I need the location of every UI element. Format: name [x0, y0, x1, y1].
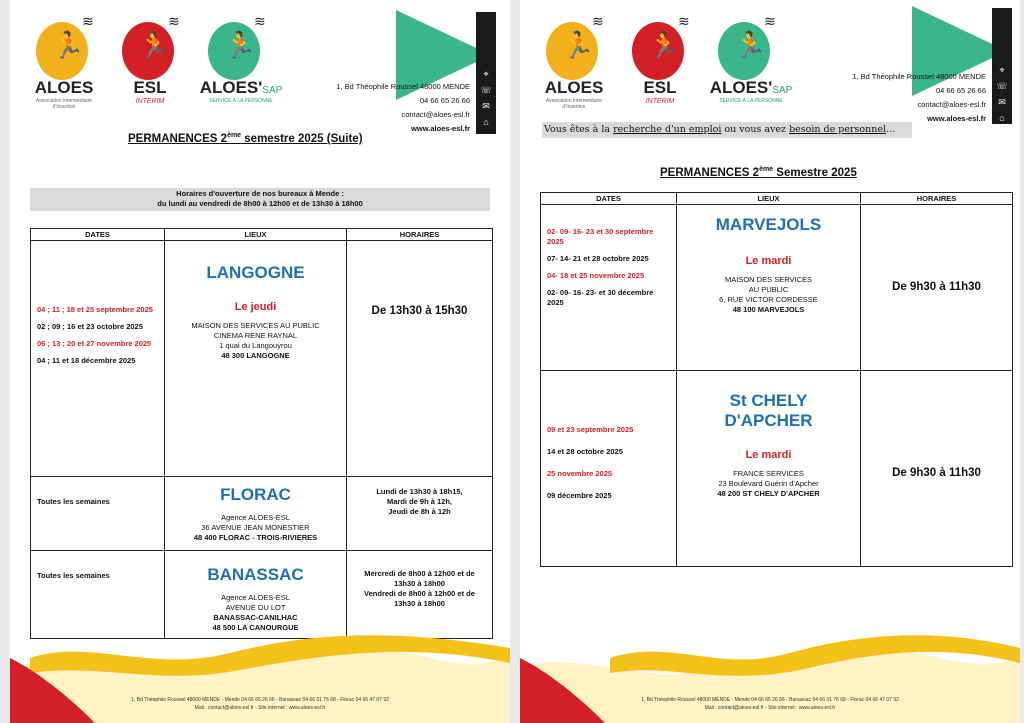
lieu-cell	[165, 241, 347, 477]
dates-cell	[31, 241, 165, 477]
office-hours-line-2: du lundi au vendredi de 8h00 à 12h00 et de 13h30 à 18h00	[157, 199, 363, 208]
city-name: FLORAC	[220, 485, 291, 504]
logo-group	[534, 14, 804, 124]
date-entry: 07- 14- 21 et 28 octobre 2025	[547, 254, 649, 263]
horaire-cell	[861, 371, 1013, 567]
place-line: 6, RUE VICTOR CORDESSE	[719, 295, 818, 304]
esl-logo	[620, 14, 700, 114]
place-line: FRANCE SERVICES	[733, 469, 804, 478]
table-header-row	[31, 229, 493, 241]
hours-text: Lundi de 13h30 à 18h15,	[376, 487, 463, 496]
horaire-cell	[861, 205, 1013, 371]
date-entry: 06 ; 13 ; 20 et 27 novembre 2025	[37, 339, 152, 348]
permanences-table	[30, 228, 493, 639]
hours-text: De 13h30 à 15h30	[371, 305, 468, 317]
place-line: 23 Boulevard Guérin d'Apcher	[718, 479, 819, 488]
table-row	[541, 371, 1013, 567]
date-entry: 02- 09- 16- 23 et 30 septembre 2025	[547, 227, 654, 246]
city-name: BANASSAC	[207, 565, 304, 584]
document-page-1	[10, 0, 510, 723]
dates-cell	[31, 551, 165, 639]
web-icon: ⌂	[483, 117, 489, 127]
title-text-rest: Semestre 2025	[773, 166, 857, 179]
tagline-text: Vous êtes à la	[544, 124, 614, 135]
footer-line-2: Mail : contact@aloes-esl.fr - Site internet : www.aloes-esl.fr	[194, 705, 326, 711]
lieu-cell	[677, 371, 861, 567]
title-text: PERMANENCES 2	[660, 166, 760, 179]
burst-icon: ≋	[82, 13, 94, 29]
email-text: contact@aloes-esl.fr	[917, 100, 986, 109]
office-hours-banner	[30, 188, 490, 211]
burst-icon: ≋	[592, 13, 604, 29]
date-entry: Toutes les semaines	[37, 571, 110, 580]
burst-icon: ≋	[764, 13, 776, 29]
permanences-table	[540, 192, 1013, 567]
column-header-horaires: HORAIRES	[347, 229, 493, 241]
logo-name-suffix: SAP	[262, 85, 283, 96]
column-header-dates: DATES	[541, 193, 677, 205]
place-line: 48 300 LANGOGNE	[221, 351, 290, 360]
date-entry: 09 et 23 septembre 2025	[547, 425, 634, 434]
table-row	[541, 205, 1013, 371]
phone-icon: ☏	[480, 85, 492, 95]
place-line: 48 200 ST CHELY D'APCHER	[717, 489, 820, 498]
dates-cell	[541, 371, 677, 567]
table-header-row	[541, 193, 1013, 205]
date-entry: Toutes les semaines	[37, 497, 110, 506]
logo-name-suffix: SAP	[772, 85, 793, 96]
runner-icon: 🏃	[562, 30, 595, 60]
logo-name: ALOES	[544, 78, 604, 97]
logo-subtitle: INTERIM	[645, 98, 675, 105]
logo-subtitle: Association Intermédiaire d'Insertion	[35, 98, 93, 110]
hours-text: Mercredi de 8h00 à 12h00 et de 13h30 à 18h00	[364, 569, 475, 588]
document-page-2	[520, 0, 1020, 723]
tagline-banner	[542, 122, 912, 138]
day-label: Le jeudi	[234, 301, 277, 313]
logo-name: ALOES	[34, 78, 94, 97]
place-line: CINEMA RENE RAYNAL	[213, 331, 298, 340]
title-superscript: ème	[227, 132, 242, 139]
city-name: LANGOGNE	[206, 263, 305, 282]
table-row	[31, 477, 493, 551]
date-entry: 02 ; 09 ; 16 et 23 octobre 2025	[37, 322, 143, 331]
table-row	[31, 551, 493, 639]
place-line: 36 AVENUE JEAN MONESTIER	[201, 523, 310, 532]
website-text: www.aloes-esl.fr	[927, 114, 986, 123]
aloes-logo	[534, 14, 614, 114]
burst-icon: ≋	[254, 13, 266, 29]
date-entry: 04- 18 et 25 novembre 2025	[547, 271, 645, 280]
logo-name-text: ALOES'	[199, 78, 263, 97]
day-label: Le mardi	[745, 449, 792, 461]
place-line: 1 quai du Langouyrou	[219, 341, 292, 350]
mail-icon: ✉	[482, 101, 490, 111]
place-line: AU PUBLIC	[748, 285, 789, 294]
horaire-cell	[347, 477, 493, 551]
logo-subtitle: SERVICE À LA PERSONNE	[209, 98, 273, 104]
place-line: 48 400 FLORAC - TROIS-RIVIERES	[193, 533, 318, 542]
date-entry: 25 novembre 2025	[547, 469, 613, 478]
date-entry: 02- 09- 16- 23- et 30 décembre 2025	[547, 288, 654, 307]
date-entry: 09 décembre 2025	[547, 491, 612, 500]
date-entry: 04 ; 11 ; 18 et 25 septembre 2025	[37, 305, 153, 314]
logo-name-text: ALOES'	[709, 78, 773, 97]
dates-cell	[541, 205, 677, 371]
runner-icon: 🏃	[224, 30, 257, 60]
dates-cell	[31, 477, 165, 551]
page-title	[660, 166, 857, 179]
page-title	[128, 132, 363, 145]
runner-icon: 🏃	[734, 30, 767, 60]
burst-icon: ≋	[678, 13, 690, 29]
place-line: Agence ALOES-ESL	[221, 593, 290, 602]
horaire-cell	[347, 241, 493, 477]
logo-name: ESL	[133, 78, 167, 97]
tagline-text: ou vous avez	[721, 124, 790, 135]
burst-icon: ≋	[168, 13, 180, 29]
mail-icon: ✉	[998, 97, 1006, 107]
logo-subtitle: INTERIM	[135, 98, 165, 105]
place-line: 48 100 MARVEJOLS	[732, 305, 805, 314]
city-name-line-1: St CHELY	[729, 391, 808, 410]
runner-icon: 🏃	[648, 30, 681, 60]
phone-text: 04 66 65 26 66	[419, 96, 470, 105]
horaire-cell	[347, 551, 493, 639]
footer-line-1: 1, Bd Théophile Roussel 48000 MENDE - Mende 04 66 65 26 66 - Banassac 04 66 31 76 68 - Florac 04 66 47 07 92	[131, 697, 389, 703]
hours-text: Jeudi de 8h à 12h	[388, 507, 451, 516]
hours-text: De 9h30 à 11h30	[892, 467, 981, 479]
title-superscript: ème	[759, 166, 774, 173]
footer-line-1: 1, Bd Théophile Roussel 48000 MENDE - Mende 04 66 65 26 66 - Banassac 04 66 31 76 68 - Florac 04 66 47 07 92	[641, 697, 899, 703]
city-name: MARVEJOLS	[715, 215, 822, 234]
table-row	[31, 241, 493, 477]
office-hours-line-1: Horaires d'ouverture de nos bureaux à Mende :	[176, 189, 344, 198]
lieu-cell	[677, 205, 861, 371]
place-line: AVENUE DU LOT	[225, 603, 286, 612]
hours-text: Vendredi de 8h00 à 12h00 et de 13h30 à 18h00	[364, 589, 475, 608]
place-line: BANASSAC-CANILHAC	[213, 613, 298, 622]
tagline-ellipsis: …	[886, 124, 896, 135]
address-text: 1, Bd Théophile Roussel 48000 MENDE	[336, 82, 470, 91]
contact-block	[776, 70, 986, 126]
date-entry: 14 et 28 octobre 2025	[547, 447, 623, 456]
contact-icon-bar	[992, 8, 1012, 124]
column-header-lieux: LIEUX	[677, 193, 861, 205]
web-icon: ⌂	[999, 113, 1005, 123]
column-header-horaires: HORAIRES	[861, 193, 1013, 205]
column-header-dates: DATES	[31, 229, 165, 241]
logo-group	[24, 14, 294, 124]
location-icon: ⌖	[483, 69, 489, 79]
tagline-text-underlined: recherche d'un emploi	[613, 124, 722, 135]
runner-icon: 🏃	[52, 30, 85, 60]
location-icon: ⌖	[999, 65, 1005, 75]
runner-icon: 🏃	[138, 30, 171, 60]
logo-subtitle: Association Intermédiaire d'Insertion	[545, 98, 603, 110]
day-label: Le mardi	[745, 255, 792, 267]
email-text: contact@aloes-esl.fr	[401, 110, 470, 119]
logo-name: ESL	[643, 78, 677, 97]
place-line: 48 500 LA CANOURGUE	[212, 623, 299, 632]
city-name-line-2: D'APCHER	[724, 411, 813, 430]
footer-line-2: Mail : contact@aloes-esl.fr - Site internet : www.aloes-esl.fr	[704, 705, 836, 711]
website-text: www.aloes-esl.fr	[411, 124, 470, 133]
phone-icon: ☏	[996, 81, 1008, 91]
tagline-text-underlined: besoin de personnel	[789, 124, 886, 135]
title-text-rest: semestre 2025 (Suite)	[241, 132, 363, 145]
aloes-logo	[24, 14, 104, 114]
contact-block	[260, 80, 470, 136]
address-text: 1, Bd Théophile Roussel 48000 MENDE	[852, 72, 986, 81]
date-entry: 04 ; 11 et 18 décembre 2025	[37, 356, 136, 365]
hours-text: Mardi de 9h à 12h,	[386, 497, 453, 506]
title-text: PERMANENCES 2	[128, 132, 228, 145]
lieu-cell	[165, 477, 347, 551]
place-line: MAISON DES SERVICES	[725, 275, 812, 284]
column-header-lieux: LIEUX	[165, 229, 347, 241]
contact-icon-bar	[476, 12, 496, 134]
hours-text: De 9h30 à 11h30	[892, 281, 981, 293]
place-line: MAISON DES SERVICES AU PUBLIC	[191, 321, 320, 330]
lieu-cell	[165, 551, 347, 639]
place-line: Agence ALOES-ESL	[221, 513, 290, 522]
phone-text: 04 66 65 26 66	[935, 86, 986, 95]
esl-logo	[110, 14, 190, 114]
logo-subtitle: SERVICE À LA PERSONNE	[719, 98, 783, 104]
